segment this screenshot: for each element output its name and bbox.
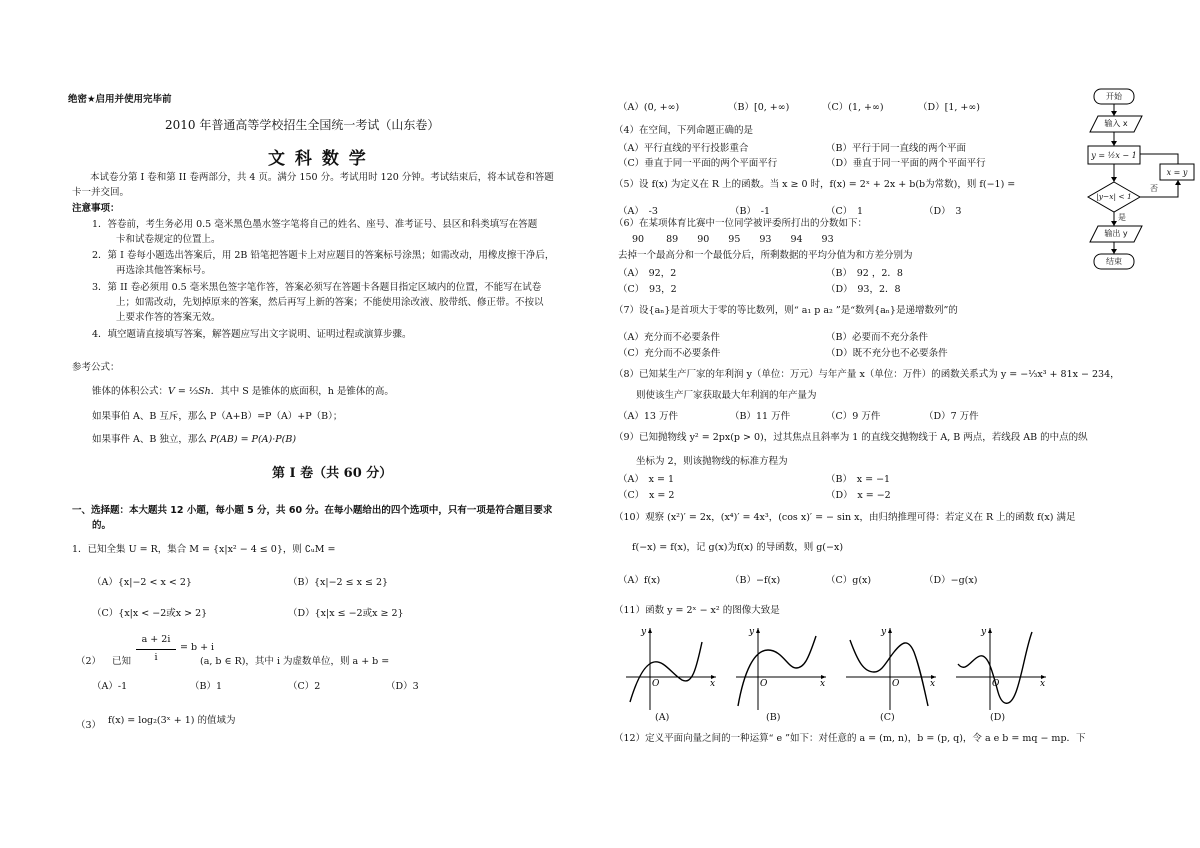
q8-option-b[interactable]: （B）11 万件 (730, 411, 791, 422)
q5-option-d[interactable]: （D） 3 (924, 206, 962, 217)
svg-text:y: y (749, 627, 755, 637)
exam-title: 2010 年普通高等学校招生全国统一考试（山东卷） (165, 118, 440, 132)
q5-option-a[interactable]: （A） -3 (618, 206, 658, 217)
svg-text:x: x (710, 679, 716, 689)
q4-option-c[interactable]: （C）垂直于同一平面的两个平面平行 (618, 158, 778, 169)
q7-option-c[interactable]: （C）充分而不必要条件 (618, 348, 721, 359)
q3-option-d[interactable]: （D）[1, +∞) (918, 102, 980, 113)
note-2a: 2．第 I 卷每小题选出答案后，用 2B 铅笔把答题卡上对应题目的答案标号涂黑；如需改动，用橡皮擦干净后， (92, 250, 555, 261)
q8-option-c[interactable]: （C）9 万件 (826, 411, 881, 422)
note-1a: 1．答卷前，考生务必用 0.5 毫米黑色墨水签字笔将自己的姓名、座号、准考证号、县区和科类填写在答题 (92, 219, 538, 230)
reference-independent (92, 434, 296, 446)
question-1: 1．已知全集 U = R，集合 M = {x|x² − 4 ≤ 0}，则 ∁ᵤM = (72, 544, 336, 555)
question-9-part-b: 坐标为 2，则该抛物线的标准方程为 (636, 456, 788, 467)
q4-option-a[interactable]: （A）平行直线的平行投影重合 (618, 143, 749, 154)
question-12: （12）定义平面向量之间的一种运算“ e ”如下：对任意的 a = (m, n)，b = (p, q)，令 a e b = mq − mp．下 (614, 733, 1086, 744)
intro-line-2: 卡一并交回。 (72, 187, 130, 198)
flowchart-start: 开始 (1106, 92, 1122, 101)
q10-option-b[interactable]: （B）−f(x) (730, 575, 781, 586)
question-5: （5）设 f(x) 为定义在 R 上的函数。当 x ≥ 0 时，f(x) = 2ˣ + 2x + b(b为常数)，则 f(−1) = (614, 179, 1016, 190)
flowchart-output: 输出 y (1104, 229, 1128, 238)
independence-formula: P(AB) = P(A)·P(B) (209, 434, 297, 445)
q1-option-d[interactable]: （D）{x|x ≤ −2或x ≥ 2} (288, 608, 404, 619)
graph-label-c: (C) (880, 712, 895, 723)
graph-option-c[interactable] (842, 622, 942, 714)
note-3b: 上；如需改动，先划掉原来的答案，然后再写上新的答案；不能使用涂改液、胶带纸、修正带。不按以 (116, 297, 544, 308)
flowchart-input: 输入 x (1104, 119, 1128, 128)
question-7: （7）设{aₙ}是首项大于零的等比数列，则“ a₁ p a₂ ”是“数列{aₙ}是递增数列”的 (614, 305, 958, 316)
volume-formula: V = ⅓Sh (168, 386, 211, 397)
question-11: （11）函数 y = 2ˣ − x² 的图像大致是 (614, 605, 780, 616)
svg-text:x: x (1040, 679, 1046, 689)
q3-number: （3） (76, 720, 102, 731)
q3-option-c[interactable]: （C）(1, +∞) (822, 102, 884, 113)
note-4: 4．填空题请直接填写答案，解答题应写出文字说明、证明过程或演算步骤。 (92, 329, 412, 340)
q2-option-d[interactable]: （D）3 (386, 681, 419, 692)
question-9: （9）已知抛物线 y² = 2px(p > 0)，过其焦点且斜率为 1 的直线交抛物线于 A, B 两点，若线段 AB 的中点的纵 (614, 432, 1088, 443)
q1-option-c[interactable]: （C）{x|x < −2或x > 2} (92, 608, 208, 619)
svg-text:O: O (892, 679, 900, 689)
graph-label-a: (A) (655, 712, 670, 723)
flowchart-end: 结束 (1106, 257, 1122, 266)
svg-text:O: O (760, 679, 768, 689)
question-4: （4）在空间，下列命题正确的是 (614, 125, 754, 136)
flowchart-condition: |y−x| < 1 (1096, 192, 1132, 201)
reference-volume-pre: 锥体的体积公式： (92, 386, 169, 397)
note-3a: 3．第 II 卷必须用 0.5 毫米黑色签字笔作答，答案必须写在答题卡各题目指定区域内的位置，不能写在试卷 (92, 282, 542, 293)
section-one-instructions-a: 一、选择题：本大题共 12 小题，每小题 5 分，共 60 分。在每小题给出的四个选项中，只有一项是符合题目要求 (72, 505, 553, 516)
q9-option-d[interactable]: （D） x = −2 (826, 490, 891, 501)
q9-option-b[interactable]: （B） x = −1 (826, 474, 891, 485)
q5-option-b[interactable]: （B） -1 (730, 206, 770, 217)
note-3c: 上要求作答的答案无效。 (116, 312, 221, 323)
q2-number: （2） (76, 656, 102, 667)
q2-fraction-denominator: i (154, 652, 158, 663)
q6-option-d[interactable]: （D） 93，2．8 (826, 284, 901, 295)
reference-volume (92, 386, 394, 398)
question-10-part-b: f(−x) = f(x)，记 g(x)为f(x) 的导函数，则 g(−x) (632, 542, 844, 553)
flowchart-yes-label: 是 (1118, 213, 1126, 222)
q2-fraction-bar (136, 649, 176, 650)
q3-option-b[interactable]: （B）[0, +∞) (728, 102, 790, 113)
reference-independent-pre: 如果事件 A、B 独立，那么 (92, 434, 210, 445)
q3-option-a[interactable]: （A）(0, +∞) (618, 102, 680, 113)
graph-option-d[interactable] (952, 622, 1052, 714)
reference-mutually-exclusive: 如果事伯 A、B 互斥，那么 P（A+B）=P（A）+P（B）； (92, 411, 343, 422)
svg-text:y: y (881, 627, 887, 637)
q8-option-a[interactable]: （A）13 万件 (618, 411, 678, 422)
q4-option-d[interactable]: （D）垂直于同一平面的两个平面平行 (826, 158, 986, 169)
subject-title: 文 科 数 学 (268, 149, 368, 169)
flowchart-update: x = y (1166, 168, 1188, 177)
q7-option-b[interactable]: （B）必要而不充分条件 (826, 332, 928, 343)
flowchart-no-label: 否 (1150, 184, 1158, 193)
graph-label-d: (D) (990, 712, 1006, 723)
confidential-label: 绝密★启用并使用完毕前 (68, 94, 172, 105)
q2-fraction-numerator: a + 2i (141, 634, 171, 645)
q7-option-d[interactable]: （D）既不充分也不必要条件 (826, 348, 948, 359)
q1-option-b[interactable]: （B）{x|−2 ≤ x ≤ 2} (288, 577, 389, 588)
q5-option-c[interactable]: （C） 1 (826, 206, 864, 217)
q6-option-c[interactable]: （C） 93，2 (618, 284, 677, 295)
question-3: f(x) = log₂(3ˣ + 1) 的值域为 (108, 715, 236, 726)
svg-text:O: O (992, 679, 1000, 689)
q10-option-a[interactable]: （A）f(x) (618, 575, 661, 586)
svg-text:y: y (641, 627, 647, 637)
q10-option-c[interactable]: （C）g(x) (826, 575, 872, 586)
note-1b: 卡和试卷规定的位置上。 (116, 234, 221, 245)
question-6: （6）在某项体育比赛中一位同学被评委所打出的分数如下： (614, 218, 868, 229)
graph-option-b[interactable] (732, 622, 832, 714)
q6-option-a[interactable]: （A） 92，2 (618, 268, 677, 279)
q8-option-d[interactable]: （D）7 万件 (924, 411, 979, 422)
svg-text:O: O (652, 679, 660, 689)
note-2b: 再选涂其他答案标号。 (116, 265, 212, 276)
flowchart-assign: y = ½x − 1 (1091, 151, 1137, 160)
question-10: （10）观察 (x²)′ = 2x，(x⁴)′ = 4x³，(cos x)′ = − sin x，由归纳推理可得：若定义在 R 上的函数 f(x) 满足 (614, 512, 1076, 523)
svg-text:x: x (820, 679, 826, 689)
q2-prefix: 已知 (112, 656, 132, 667)
question-6-part-b: 去掉一个最高分和一个最低分后，所剩数据的平均分值为和方差分别为 (618, 250, 913, 261)
intro-line-1: 本试卷分第 I 卷和第 II 卷两部分，共 4 页。满分 150 分。考试用时 120 分钟。考试结束后，将本试卷和答题 (90, 172, 554, 183)
q9-option-a[interactable]: （A） x = 1 (618, 474, 675, 485)
q2-option-b[interactable]: （B）1 (190, 681, 223, 692)
q1-option-a[interactable]: （A）{x|−2 < x < 2} (92, 577, 192, 588)
reference-heading: 参考公式： (72, 362, 120, 373)
q2-option-c[interactable]: （C）2 (288, 681, 321, 692)
part-one-heading: 第 Ⅰ 卷（共 60 分） (272, 466, 393, 481)
graph-label-b: (B) (766, 712, 781, 723)
q7-option-a[interactable]: （A）充分而不必要条件 (618, 332, 720, 343)
question-8-part-b: 则使该生产厂家获取最大年利润的年产量为 (636, 390, 817, 401)
q2-option-a[interactable]: （A）-1 (92, 681, 128, 692)
svg-text:x: x (930, 679, 936, 689)
q4-option-b[interactable]: （B）平行于同一直线的两个平面 (826, 143, 966, 154)
notes-heading: 注意事项： (72, 203, 120, 214)
q2-text: (a, b ∈ R)，其中 i 为虚数单位，则 a + b = (200, 656, 390, 667)
reference-volume-post: ．其中 S 是锥体的底面积，h 是锥体的高。 (210, 386, 394, 397)
q10-option-d[interactable]: （D）−g(x) (924, 575, 978, 586)
q2-equation: = b + i (180, 642, 215, 653)
graph-option-a[interactable] (622, 622, 722, 714)
q6-option-b[interactable]: （B） 92 ，2．8 (826, 268, 903, 279)
q9-option-c[interactable]: （C） x = 2 (618, 490, 675, 501)
q6-scores: 90 89 90 95 93 94 93 (632, 234, 834, 245)
svg-text:y: y (981, 627, 987, 637)
question-8: （8）已知某生产厂家的年利润 y（单位：万元）与年产量 x（单位：万件）的函数关系式为 y = −⅓x³ + 81x − 234， (614, 369, 1120, 380)
section-one-instructions-b: 的。 (92, 520, 112, 531)
